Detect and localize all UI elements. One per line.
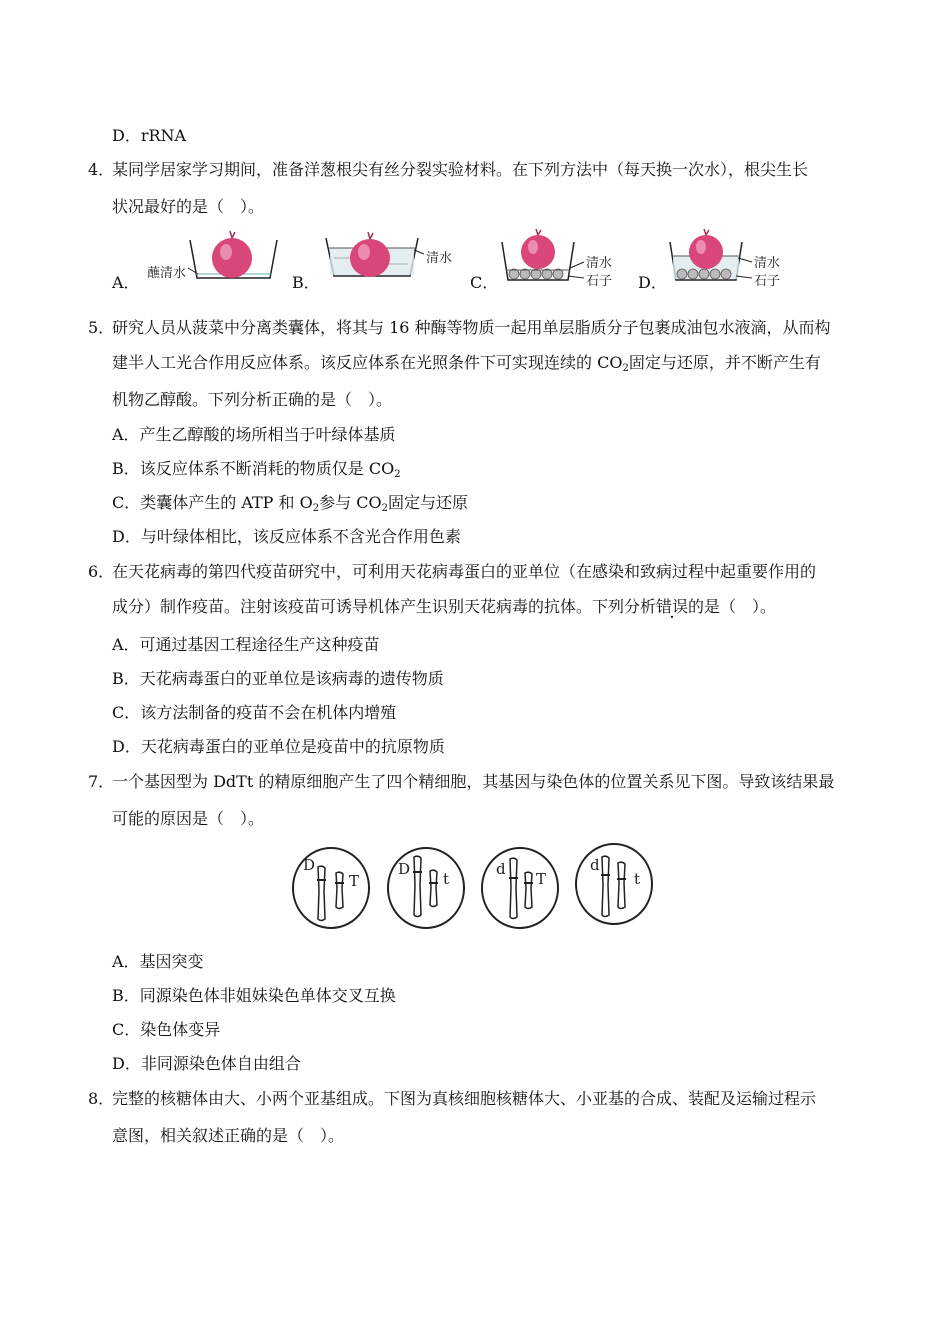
q7-option-b: B．同源染色体非姐妹染色单体交叉互换: [112, 986, 396, 1005]
q4-option-a-letter: A．: [112, 273, 140, 292]
q5-option-c-sub1: 2: [312, 503, 320, 514]
q5-option-c: [112, 493, 468, 513]
q5-stem-text2b: 固定与还原，并不断产生有: [628, 353, 821, 372]
q5-option-b-text: B．该反应体系不断消耗的物质仅是 CO: [112, 459, 395, 478]
q7-option-a: A．基因突变: [112, 952, 204, 971]
q4-c-water-label: 清水: [586, 256, 613, 271]
q6-stem-text2b: 的是（ ）。: [688, 597, 777, 616]
q7-stem-text1: 一个基因型为 DdTt 的精原细胞产生了四个精细胞，其基因与染色体的位置关系见下图。导致该结果最: [112, 772, 835, 791]
q6-option-c: C．该方法制备的疫苗不会在机体内增殖: [112, 703, 397, 722]
q6-option-a: A．可通过基因工程途径生产这种疫苗: [112, 635, 380, 654]
q7-cell-2-left-gene: D: [398, 860, 411, 878]
q7-option-d: D．非同源染色体自由组合: [112, 1054, 301, 1073]
q7-cell-2-right-gene: t: [443, 870, 450, 888]
q8-number: 8．: [88, 1089, 115, 1108]
q7-cell-4-right-gene: t: [634, 870, 641, 888]
q5-option-c-text1: C．类囊体产生的 ATP 和 O: [112, 493, 313, 512]
q5-stem-line2: [112, 353, 821, 373]
q5-stem-sub: 2: [622, 363, 629, 374]
q4-option-d-figure: [666, 228, 826, 290]
q5-option-c-text2: 参与 CO: [319, 493, 382, 512]
q6-option-d: D．天花病毒蛋白的亚单位是疫苗中的抗原物质: [112, 737, 445, 756]
q5-option-d: D．与叶绿体相比，该反应体系不含光合作用色素: [112, 527, 461, 546]
q6-stem-line2: [112, 597, 776, 617]
q6-stem-text2a: 成分）制作疫苗。注射该疫苗可诱导机体产生识别天花病毒的抗体。下列分析: [112, 597, 657, 616]
q4-d-water-label: 清水: [754, 256, 781, 271]
q5-option-a: A．产生乙醇酸的场所相当于叶绿体基质: [112, 425, 396, 444]
q4-option-c-letter: C．: [470, 273, 499, 292]
q7-cell-4-left-gene: d: [590, 856, 600, 874]
q3-option-d: D．rRNA: [112, 126, 187, 145]
q8-stem-line2: 意图，相关叙述正确的是（ ）。: [112, 1126, 345, 1145]
q8-stem-text1: 完整的核糖体由大、小两个亚基组成。下图为真核细胞核糖体大、小亚基的合成、装配及运输过程示: [112, 1089, 817, 1108]
q7-cell-1-right-gene: T: [349, 872, 360, 890]
q4-b-water-label: 清水: [426, 251, 453, 266]
q7-stem-line1: [88, 772, 834, 792]
q7-cell-3-left-gene: d: [496, 860, 506, 878]
q5-stem-text1: 研究人员从菠菜中分离类囊体，将其与 16 种酶等物质一起用单层脂质分子包裹成油包水液滴，从而构: [112, 318, 831, 337]
q7-cell-1-left-gene: D: [303, 856, 316, 874]
q4-option-b-figure: [320, 228, 480, 290]
q4-c-stone-label: 石子: [586, 274, 613, 289]
q7-number: 7．: [88, 772, 115, 791]
q8-stem-line1: [88, 1089, 816, 1109]
q4-a-water-label: 蘸清水: [147, 266, 187, 281]
q4-d-stone-label: 石子: [754, 274, 781, 289]
q6-stem-line1: [88, 562, 816, 582]
q5-option-b-sub: 2: [394, 469, 401, 480]
q5-option-b: [112, 459, 401, 479]
q5-option-c-text3: 固定与还原: [387, 493, 468, 512]
q7-cell-3-right-gene: T: [536, 870, 547, 888]
q4-stem-line2: 状况最好的是（ ）。: [112, 197, 265, 216]
q4-option-b-letter: B．: [292, 273, 320, 292]
q5-stem-text2a: 建半人工光合作用反应体系。该反应体系在光照条件下可实现连续的 CO: [112, 353, 623, 372]
q4-stem-text1: 某同学居家学习期间，准备洋葱根尖有丝分裂实验材料。在下列方法中（每天换一次水），根尖生长: [112, 160, 809, 179]
q4-option-d-letter: D．: [638, 273, 667, 292]
q6-stem-text1: 在天花病毒的第四代疫苗研究中，可利用天花病毒蛋白的亚单位（在感染和致病过程中起重要作用的: [112, 562, 817, 581]
q4-number: 4．: [88, 160, 115, 179]
q7-cell-3-diagram: [480, 845, 562, 931]
q7-cell-2-diagram: [386, 845, 468, 931]
q6-option-b: B．天花病毒蛋白的亚单位是该病毒的遗传物质: [112, 669, 444, 688]
q5-stem-line3: 机物乙醇酸。下列分析正确的是（ ）。: [112, 390, 393, 409]
q6-emphasis-word: 错误: [656, 597, 689, 616]
q6-number: 6．: [88, 562, 115, 581]
q5-option-c-sub2: 2: [381, 503, 388, 514]
q4-stem-line1: [88, 160, 808, 180]
q5-stem-line1: [88, 318, 831, 338]
q7-stem-line2: 可能的原因是（ ）。: [112, 809, 265, 828]
q7-cell-4-diagram: [574, 841, 656, 927]
q4-option-c-figure: [498, 228, 658, 290]
q7-option-c: C．染色体变异: [112, 1020, 221, 1039]
q5-number: 5．: [88, 318, 115, 337]
